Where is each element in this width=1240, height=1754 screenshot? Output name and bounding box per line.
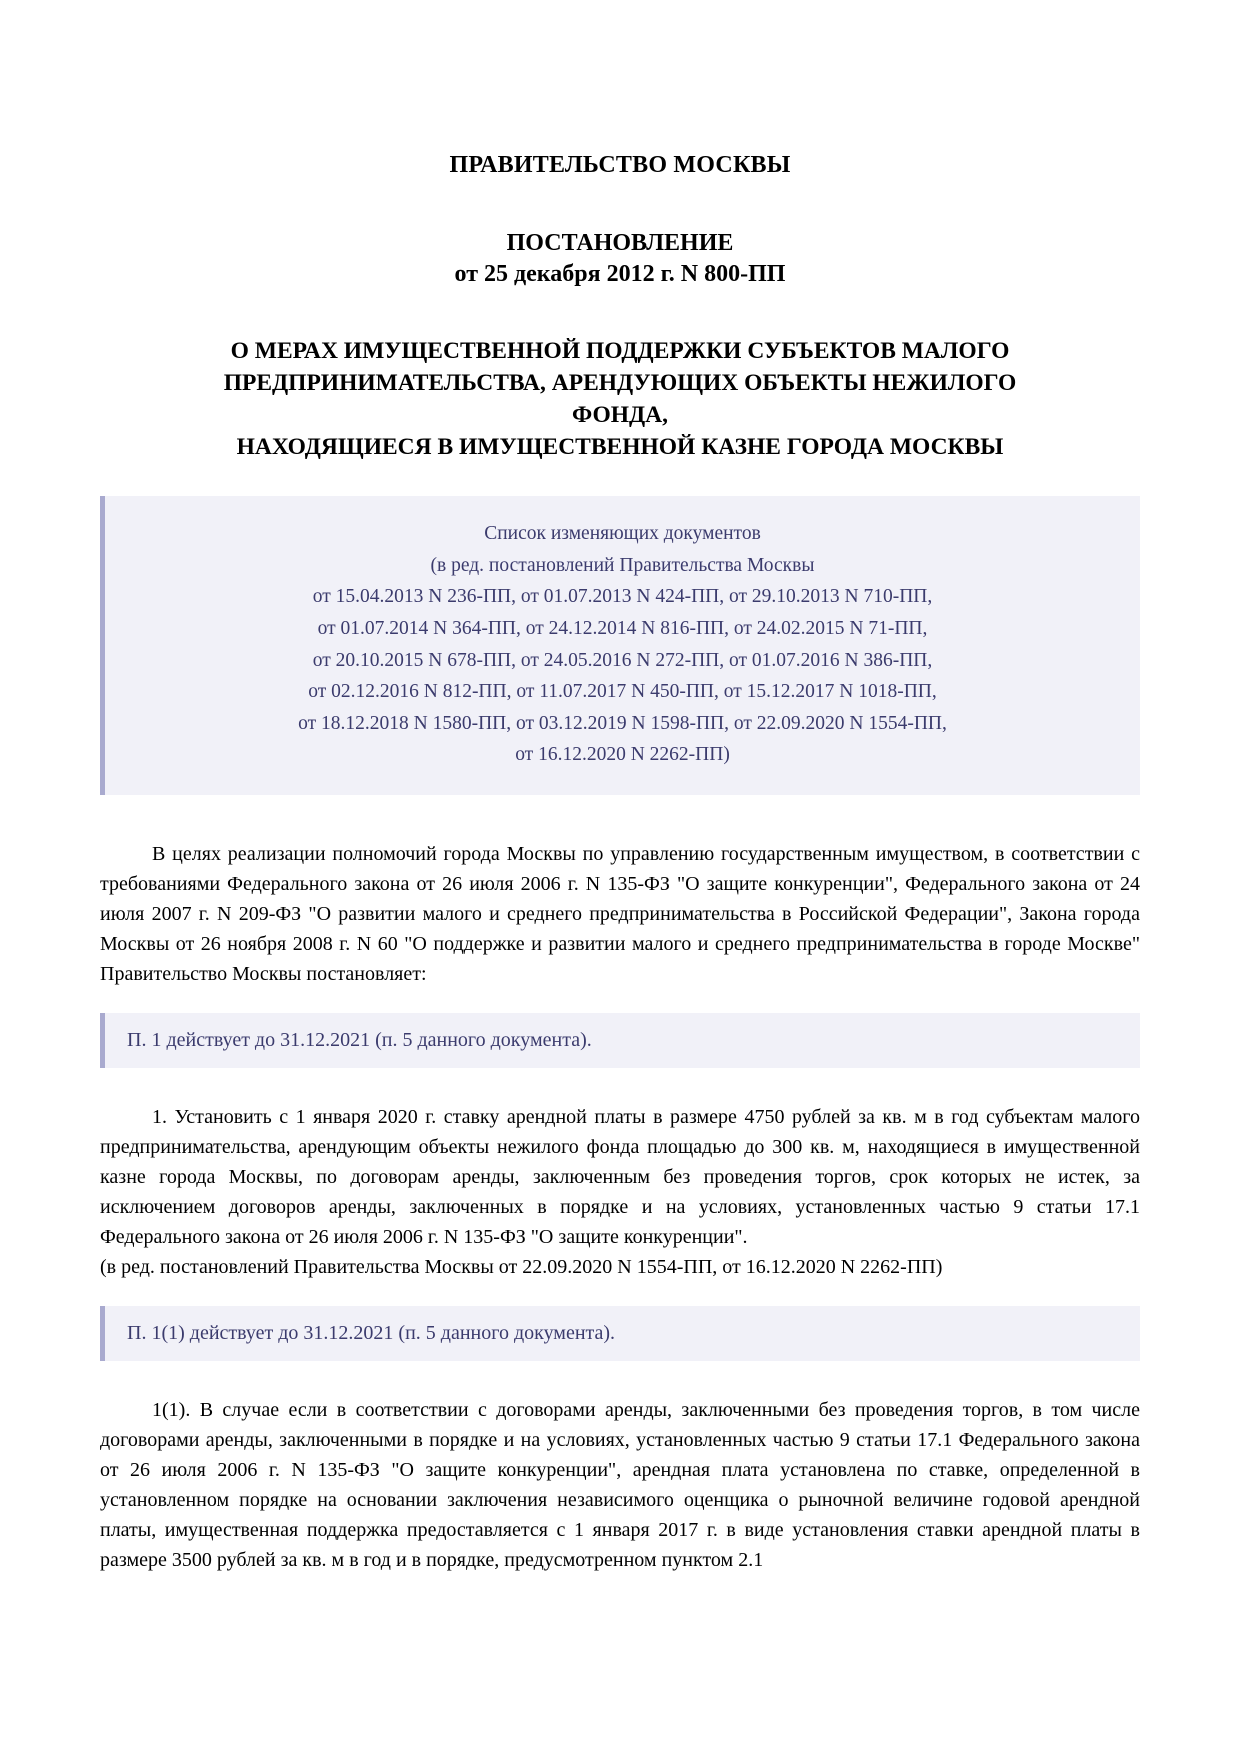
amending-documents-line: от 02.12.2016 N 812-ПП, от 11.07.2017 N 450-ПП, от 15.12.2017 N 1018-ПП, — [308, 681, 937, 703]
page-title-line-3: ФОНДА, — [571, 402, 669, 429]
clause-1-revision-reference: (в ред. постановлений Правительства Москвы от 22.09.2020 N 1554-ПП, от 16.12.2020 N 2262-ПП) — [100, 1255, 943, 1278]
amending-documents-line: (в ред. постановлений Правительства Москвы — [430, 554, 815, 576]
amending-documents-heading: Список изменяющих документов — [484, 523, 761, 545]
amending-documents-line: от 18.12.2018 N 1580-ПП, от 03.12.2019 N 1598-ПП, от 22.09.2020 N 1554-ПП, — [298, 712, 947, 734]
clause-1-paragraph: 1. Установить с 1 января 2020 г. ставку арендной платы в размере 4750 рублей за кв. м в год субъектам малого предпринимательства, арендующим объекты нежилого фонда площадью до 300 кв. м, находящиеся в имущественной казне города Москвы, по договорам аренды, заключенным без проведения торгов, срок которых не истек, за исключением договоров аренды, заключенных в порядке и на условиях, установленных частью 9 статьи 17.1 Федерального закона от 26 июля 2006 г. N 135-ФЗ "О защите конкуренции". — [100, 1105, 1140, 1248]
document-organization: ПРАВИТЕЛЬСТВО МОСКВЫ — [449, 152, 791, 178]
amending-documents-line: от 15.04.2013 N 236-ПП, от 01.07.2013 N 424-ПП, от 29.10.2013 N 710-ПП, — [312, 586, 933, 608]
page-title-line-1: О МЕРАХ ИМУЩЕСТВЕННОЙ ПОДДЕРЖКИ СУБЪЕКТОВ МАЛОГО — [230, 338, 1010, 365]
amending-documents-box — [100, 496, 1140, 795]
page-title-line-2: ПРЕДПРИНИМАТЕЛЬСТВА, АРЕНДУЮЩИХ ОБЪЕКТЫ НЕЖИЛОГО — [223, 370, 1017, 397]
preamble-paragraph: В целях реализации полномочий города Москвы по управлению государственным имуществом, в соответствии с требованиями Федерального закона от 26 июля 2006 г. N 135-ФЗ "О защите конкуренции", Федерального закона от 24 июля 2007 г. N 209-ФЗ "О развитии малого и среднего предпринимательства в Российской Федерации", Закона города Москвы от 26 ноября 2008 г. N 60 "О поддержке и развитии малого и среднего предпринимательства в городе Москве" Правительство Москвы постановляет: — [100, 842, 1140, 985]
page-title-line-4: НАХОДЯЩИЕСЯ В ИМУЩЕСТВЕННОЙ КАЗНЕ ГОРОДА МОСКВЫ — [236, 434, 1004, 461]
validity-note-item-1-1: П. 1(1) действует до 31.12.2021 (п. 5 данного документа). — [100, 1306, 1140, 1361]
page-title — [100, 336, 1140, 464]
amending-documents-line: от 20.10.2015 N 678-ПП, от 24.05.2016 N 272-ПП, от 01.07.2016 N 386-ПП, — [312, 649, 933, 671]
validity-note-item-1: П. 1 действует до 31.12.2021 (п. 5 данного документа). — [100, 1013, 1140, 1068]
amending-documents-line: от 16.12.2020 N 2262-ПП) — [515, 744, 730, 766]
document-number: от 25 декабря 2012 г. N 800-ПП — [454, 261, 786, 288]
document-kind: ПОСТАНОВЛЕНИЕ — [506, 230, 734, 256]
clause-1-1-paragraph: 1(1). В случае если в соответствии с договорами аренды, заключенными без проведения торгов, в том числе договорами аренды, заключенными в порядке и на условиях, установленных частью 9 статьи 17.1 Федерального закона от 26 июля 2006 г. N 135-ФЗ "О защите конкуренции", арендная плата установлена по ставке, определенной в установленном порядке на основании заключения независимого оценщика о рыночной величине годовой арендной платы, имущественная поддержка предоставляется с 1 января 2017 г. в виде установления ставки арендной платы в размере 3500 рублей за кв. м в год и в порядке, предусмотренном пунктом 2.1 — [100, 1398, 1140, 1571]
amending-documents-line: от 01.07.2014 N 364-ПП, от 24.12.2014 N 816-ПП, от 24.02.2015 N 71-ПП, — [317, 617, 928, 639]
